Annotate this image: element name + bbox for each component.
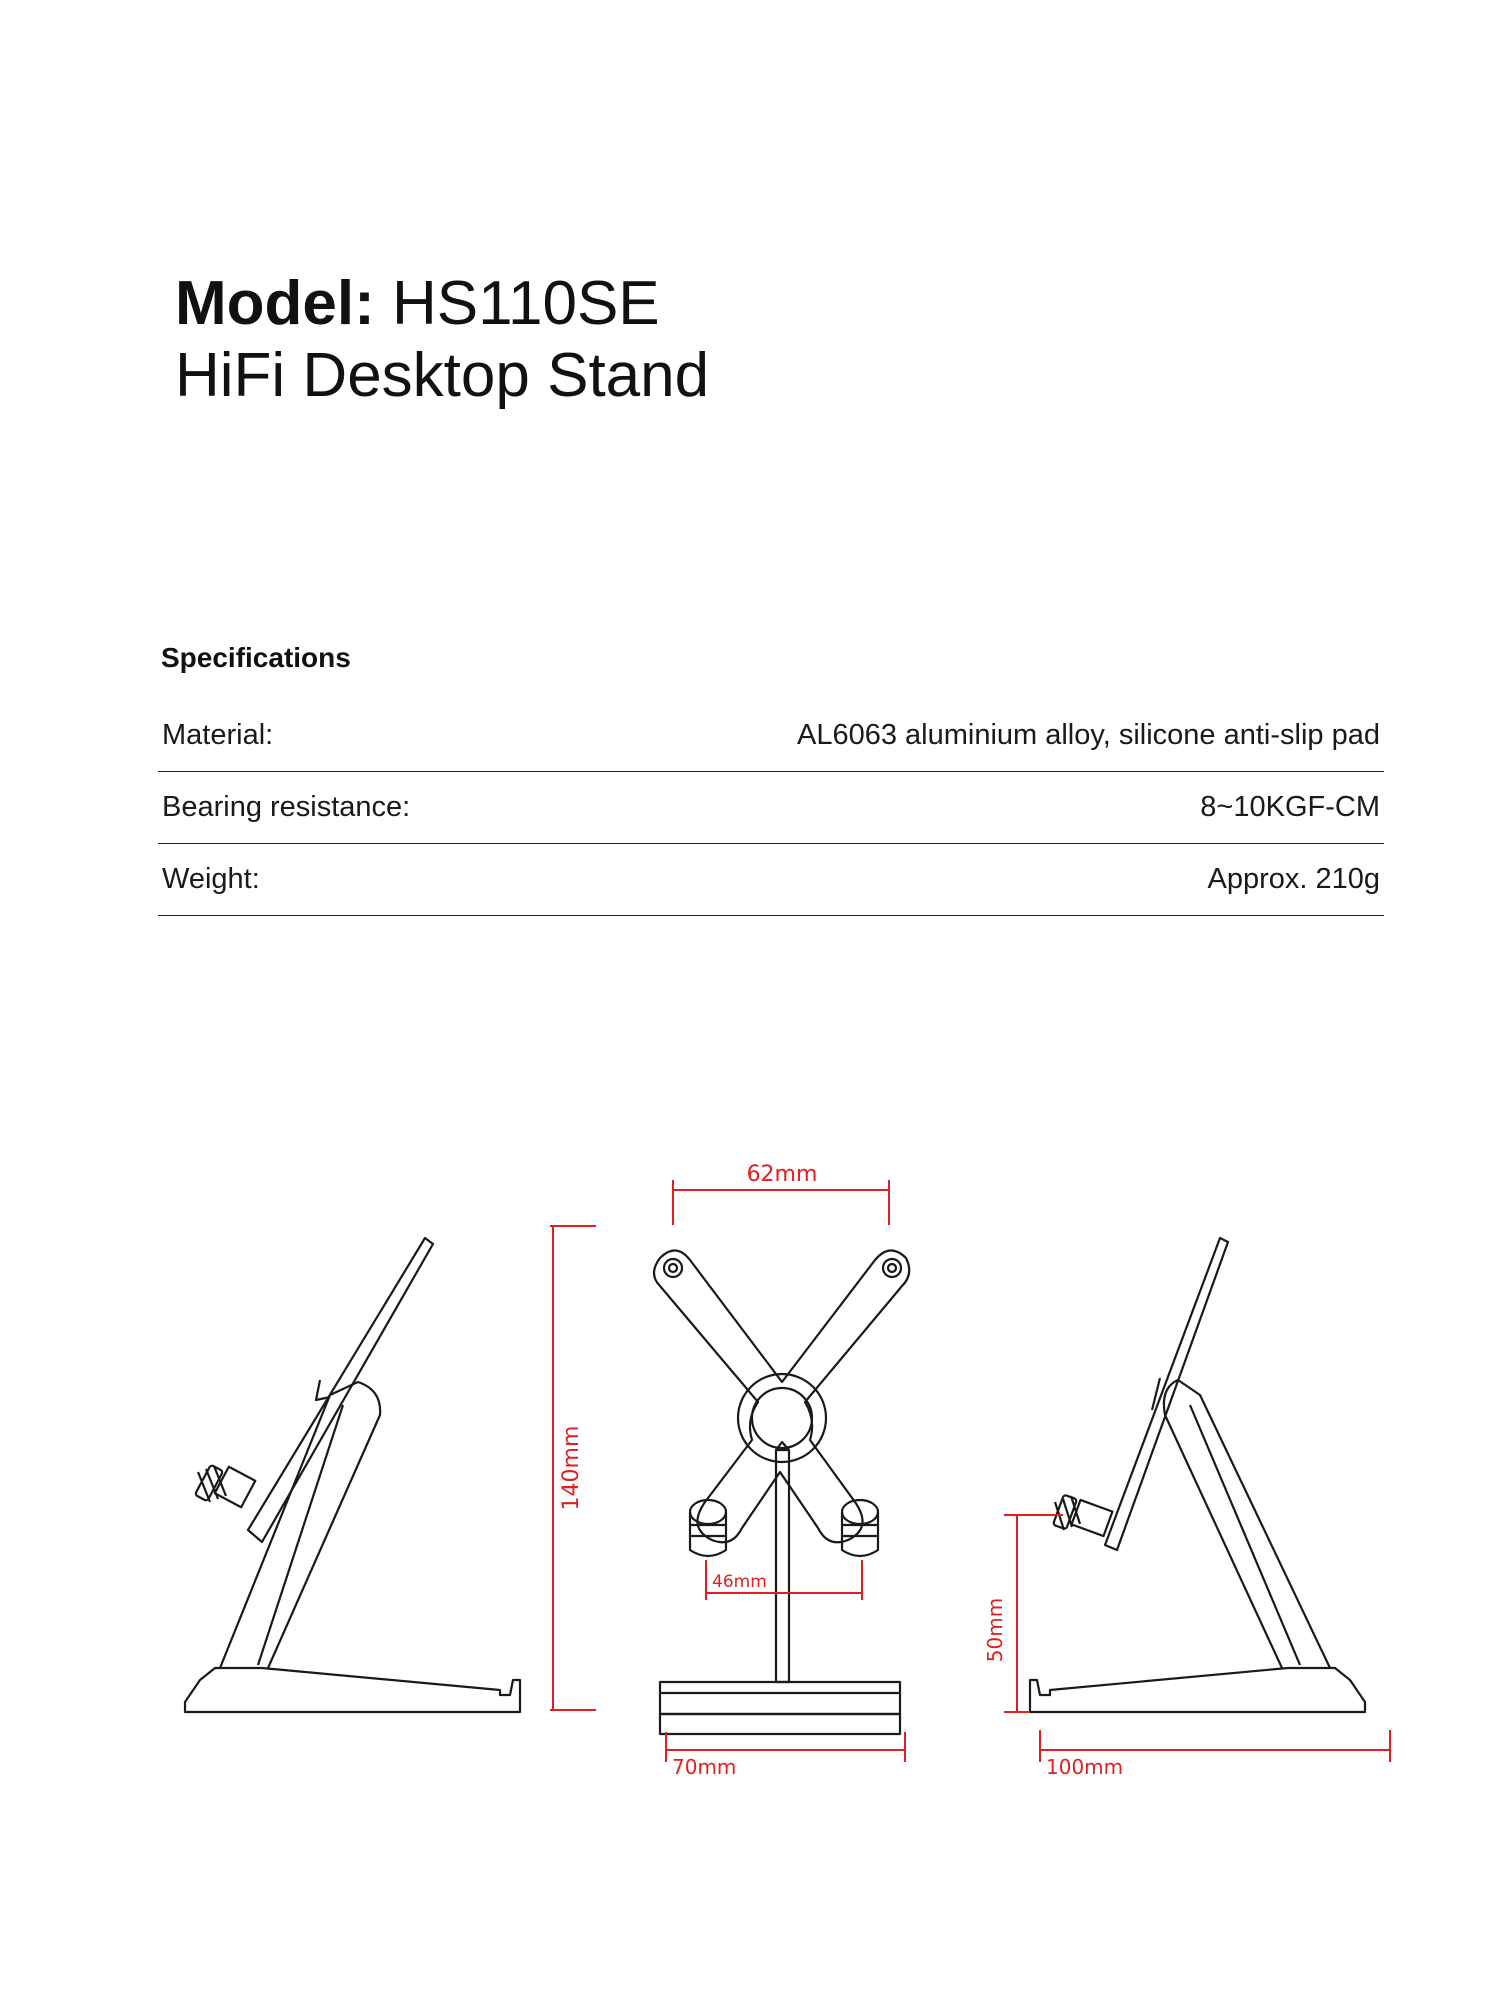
- spec-value: AL6063 aluminium alloy, silicone anti-slip pad: [796, 719, 1380, 751]
- left-post: [220, 1382, 380, 1668]
- front-base: [660, 1682, 900, 1714]
- model-line: [175, 268, 709, 340]
- top-right-hole: [883, 1259, 901, 1277]
- model-label: Model:: [175, 269, 375, 338]
- spec-label: Material:: [162, 719, 274, 751]
- spec-row-weight: [158, 844, 1384, 916]
- top-left-hole: [664, 1259, 682, 1277]
- front-post: [776, 1450, 789, 1682]
- title-block: [175, 268, 709, 412]
- right-post: [1164, 1380, 1330, 1668]
- dim-label-bottom-span: 46mm: [712, 1572, 767, 1592]
- specifications-table: [158, 700, 1384, 916]
- x-bracket: [654, 1250, 909, 1542]
- right-side-view: [1030, 1238, 1365, 1712]
- spec-value: Approx. 210g: [1207, 863, 1380, 895]
- dim-label-side-height: 50mm: [983, 1597, 1007, 1663]
- specifications-heading: Specifications: [161, 642, 351, 673]
- dim-label-base-width: 70mm: [672, 1755, 737, 1779]
- model-value: HS110SE: [391, 269, 660, 338]
- spec-label: Bearing resistance:: [162, 791, 411, 823]
- dim-label-top-span: 62mm: [746, 1162, 818, 1187]
- dim-label-base-depth: 100mm: [1046, 1755, 1124, 1779]
- spec-row-bearing-resistance: [158, 772, 1384, 844]
- left-side-view: [185, 1238, 520, 1712]
- front-view: [654, 1250, 909, 1734]
- product-name: HiFi Desktop Stand: [175, 341, 710, 410]
- technical-drawing: [0, 1150, 1500, 1800]
- spec-value: 8~10KGF-CM: [1200, 791, 1380, 823]
- dim-label-height: 140mm: [559, 1425, 584, 1511]
- left-foot: [690, 1500, 726, 1556]
- spec-row-material: [158, 700, 1384, 772]
- left-base: [185, 1668, 520, 1712]
- spec-label: Weight:: [162, 863, 260, 895]
- left-knob: [195, 1465, 255, 1508]
- right-base: [1030, 1668, 1365, 1712]
